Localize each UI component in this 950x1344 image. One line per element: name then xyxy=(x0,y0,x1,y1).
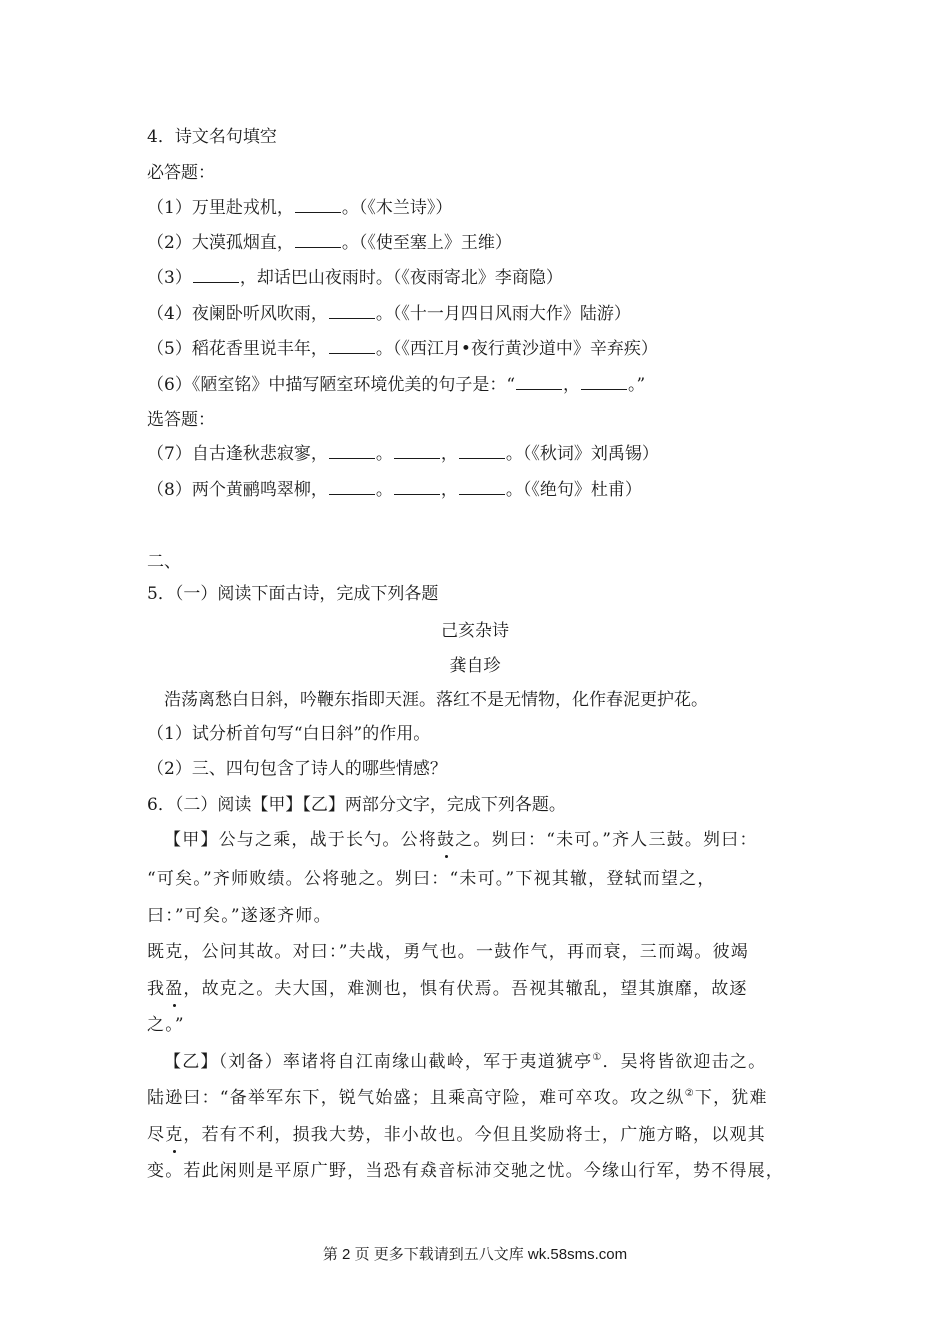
passage-jia-line: 曰：”可矣。”遂逐齐师。 xyxy=(147,906,332,926)
answer-blank[interactable] xyxy=(581,373,627,390)
q4-item-2: （2）大漠孤烟直， 。（《使至塞上》王维） xyxy=(147,233,512,253)
q4-optional-label: 选答题： xyxy=(147,410,215,430)
answer-blank[interactable] xyxy=(295,231,341,248)
passage-yi-line: 尽克，若有不利，损我大势，非小故也。今但且奖励将士，广施方略，以观其 xyxy=(147,1125,766,1145)
passage-jia-line: 之。” xyxy=(147,1015,185,1035)
passage-jia-line: 既克，公问其故。对曰：”夫战，勇气也。一鼓作气，再而衰，三而竭。彼竭 xyxy=(147,942,749,962)
q4-item-6: （6）《陋室铭》中描写陋室环境优美的句子是：“ ， 。” xyxy=(147,375,646,395)
answer-blank[interactable] xyxy=(295,196,341,213)
poem-text: 浩荡离愁白日斜，吟鞭东指即天涯。落红不是无情物，化作春泥更护花。 xyxy=(164,690,708,710)
section-heading: 二、 xyxy=(147,552,181,572)
passage-yi-line: 陆逊曰：“备举军东下，锐气始盛；且乘高守险，难可卒攻。攻之纵②下，犹难 xyxy=(147,1088,768,1108)
passage-yi-line: 【乙】（刘备）率诸将自江南缘山截岭，军于夷道猇亭①．吴将皆欲迎击之。 xyxy=(164,1052,767,1072)
q4-item-4: （4）夜阑卧听风吹雨， 。（《十一月四日风雨大作》陆游） xyxy=(147,304,631,324)
passage-jia-line: 我盈，故克之。夫大国，难测也，惧有伏焉。吾视其辙乱，望其旗靡，故逐 xyxy=(147,979,748,999)
emphasis-char: 克 xyxy=(165,1125,184,1145)
passage-jia-line: “可矣。”齐师败绩。公将驰之。刿曰：“未可。”下视其辙，登轼而望之， xyxy=(147,869,716,889)
q4-item-7: （7）自古逢秋悲寂寥， 。 ， 。（《秋词》刘禹锡） xyxy=(147,444,659,464)
answer-blank[interactable] xyxy=(329,442,375,459)
answer-blank[interactable] xyxy=(459,442,505,459)
q4-title: 4．诗文名句填空 xyxy=(147,127,277,147)
footnote-marker: ② xyxy=(684,1088,695,1099)
answer-blank[interactable] xyxy=(329,478,375,495)
q4-item-5: （5）稻花香里说丰年， 。（《西江月•夜行黄沙道中》辛弃疾） xyxy=(147,339,658,359)
answer-blank[interactable] xyxy=(516,373,562,390)
q4-item-1: （1）万里赴戎机， 。（《木兰诗》） xyxy=(147,198,453,218)
answer-blank[interactable] xyxy=(329,337,375,354)
answer-blank[interactable] xyxy=(329,302,375,319)
passage-yi-line: 变。若此闲则是平原广野，当恐有猋音标沛交驰之忧。今缘山行军，势不得展， xyxy=(147,1161,784,1181)
answer-blank[interactable] xyxy=(459,478,505,495)
q6-title: 6．（二）阅读【甲】【乙】两部分文字，完成下列各题。 xyxy=(147,795,566,815)
answer-blank[interactable] xyxy=(394,442,440,459)
q4-required-label: 必答题： xyxy=(147,163,215,183)
q4-item-8: （8）两个黄鹂鸣翠柳， 。 ， 。（《绝句》杜甫） xyxy=(147,480,642,500)
emphasis-char: 盈 xyxy=(165,979,184,999)
footnote-marker: ① xyxy=(592,1052,603,1063)
q5-title: 5．（一）阅读下面古诗，完成下列各题 xyxy=(147,584,439,604)
passage-jia-line: 【甲】公与之乘，战于长勺。公将鼓之。刿曰：“未可。”齐人三鼓。刿曰： xyxy=(164,830,758,850)
page-footer: 第 2 页 更多下载请到五八文库 wk.58sms.com xyxy=(322,1246,628,1263)
q4-item-3: （3） ，却话巴山夜雨时。（《夜雨寄北》李商隐） xyxy=(147,268,563,288)
poem-title: 己亥杂诗 xyxy=(441,621,509,641)
answer-blank[interactable] xyxy=(193,266,239,283)
answer-blank[interactable] xyxy=(394,478,440,495)
emphasis-char: 鼓 xyxy=(437,830,456,850)
q5-sub-2: （2）三、四句包含了诗人的哪些情感？ xyxy=(147,759,447,779)
q5-sub-1: （1）试分析首句写“白日斜”的作用。 xyxy=(147,724,431,744)
poem-author: 龚自珍 xyxy=(449,656,501,676)
